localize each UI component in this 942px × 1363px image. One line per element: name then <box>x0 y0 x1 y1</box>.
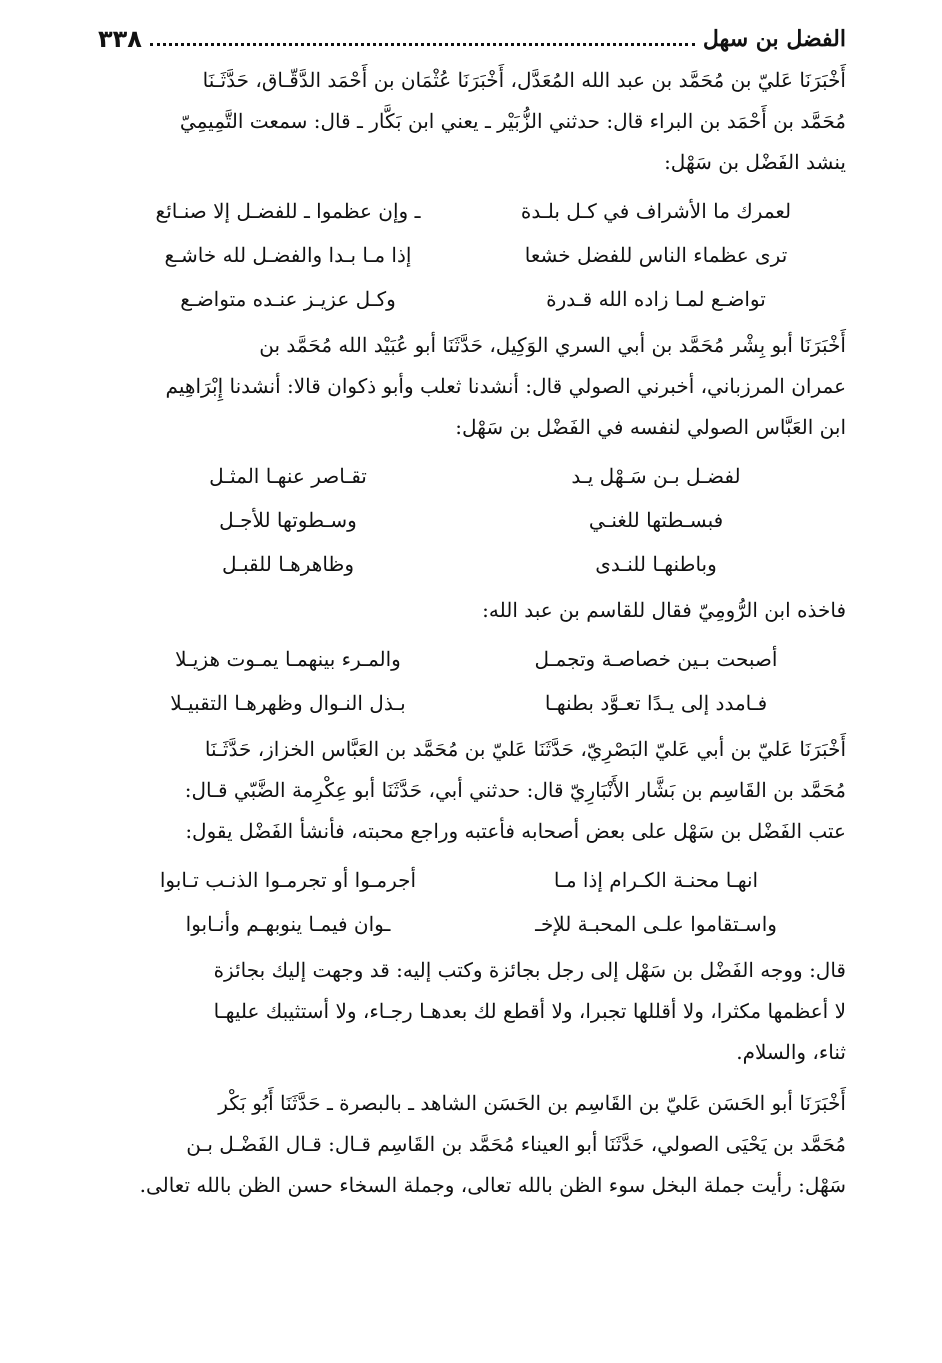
verse-line <box>98 498 846 542</box>
second-hemistich: ـ وإن عظموا ـ للفضـل إلا صنـائع <box>155 199 421 223</box>
text-line: عمران المرزباني، أخبرني الصولي قال: أنشدنا ثعلب وأبو ذكوان قالا: أنشدنا إِبْرَاهِيم <box>165 374 846 398</box>
second-hemistich: وسـطوتها للأجـل <box>219 508 357 532</box>
text-line: ثناء، والسلام. <box>736 1040 846 1064</box>
verse-line <box>98 233 846 277</box>
second-hemistich: إذا مـا بـدا والفضـل لله خاشـع <box>164 243 412 267</box>
first-hemistich: لعمرك ما الأشراف في كـل بلـدة <box>520 199 792 223</box>
first-hemistich: فبسـطتها للغنـي <box>588 508 724 532</box>
first-hemistich: واسـتقاموا علـى المحبـة للإخـ <box>535 912 777 936</box>
first-hemistich: فـامدد إلى يـدًا تعـوَّد بطنهـا <box>544 691 768 715</box>
text-line: مُحَمَّد بن يَحْيَى الصولي، حَدَّثَنَا أبو العيناء مُحَمَّد بن القَاسِم قـال: قـال الفَضْـل بـن <box>186 1132 846 1156</box>
second-hemistich: وكـل عزيـز عنـده متواضـع <box>180 287 396 311</box>
paragraph <box>98 60 846 183</box>
text-line: أَخْبَرَنَا عَليّ بن أبي عَليّ البَصْرِيّ، حَدَّثَنَا عَليّ بن مُحَمَّد بن العَبَّاس الخزاز، حَدَّثَـنَا <box>204 737 846 761</box>
text-line: فاخذه ابن الرُّومِيّ فقال للقاسم بن عبد الله: <box>482 598 846 622</box>
text-line: عتب الفَضْل بن سَهْل على بعض أصحابه فأعتبه وراجع محبته، فأنشأ الفَضْل يقول: <box>185 819 846 843</box>
second-hemistich: أجرمـوا أو تجرمـوا الذنـب تـابوا <box>159 868 417 892</box>
page-body <box>98 60 846 1206</box>
first-hemistich: ترى عظماء الناس للفضل خشعا <box>524 243 788 267</box>
second-hemistich: وظاهرهـا للقبـل <box>222 552 354 576</box>
paragraph <box>98 950 846 1073</box>
text-line: ينشد الفَضْل بن سَهْل: <box>664 150 846 174</box>
text-line: أَخْبَرَنَا أبو بِشْر مُحَمَّد بن أبي السري الوَكِيل، حَدَّثَنَا أبو عُبَيْد الله مُحَمَّد بن <box>259 333 846 357</box>
second-hemistich: والمـرء بينهمـا يمـوت هزيـلا <box>175 647 401 671</box>
dotted-leader <box>150 43 695 46</box>
text-line: أَخْبَرَنَا أبو الحَسَن عَليّ بن القَاسِم بن الحَسَن الشاهد ـ بالبصرة ـ حَدَّثَنَا أَبُو بَكْر <box>218 1091 846 1115</box>
verse-line <box>98 542 846 586</box>
verse-line <box>98 637 846 681</box>
paragraph <box>98 325 846 448</box>
page-header <box>98 22 846 56</box>
running-title: الفضل بن سهل <box>702 26 846 52</box>
poem <box>98 858 846 946</box>
paragraph <box>98 590 846 631</box>
verse-line <box>98 681 846 725</box>
second-hemistich: بـذل النـوال وظهرهـا التقبيـلا <box>170 691 406 715</box>
text-line: سَهْل: رأيت جملة البخل سوء الظن بالله تعالى، وجملة السخاء حسن الظن بالله تعالى. <box>139 1173 846 1197</box>
paragraph <box>98 1083 846 1206</box>
text-line: أَخْبَرَنَا عَليّ بن مُحَمَّد بن عبد الله المُعَدَّل، أَخْبَرَنَا عُثْمَان بن أَحْمَد الدَّقّـاق، حَدَّثَـنَا <box>202 68 846 92</box>
verse-line <box>98 189 846 233</box>
first-hemistich: أصبحت بـين خصاصـة وتجمـل <box>534 647 778 671</box>
first-hemistich: لفضـل بـن سَـهْل يـد <box>571 464 741 488</box>
paragraph <box>98 729 846 852</box>
first-hemistich: وباطنهـا للنـدى <box>595 552 717 576</box>
text-line: مُحَمَّد بن القَاسِم بن بَشَّار الأَنْبَارِيّ قال: حدثني أبي، حَدَّثَنَا أبو عِكْرِمة الضَّبّي قـال: <box>184 778 846 802</box>
text-line: مُحَمَّد بن أَحْمَد بن البراء قال: حدثني الزُّبَيْر ـ يعني ابن بَكَّار ـ قال: سمعت التَّمِيمِيّ <box>179 109 846 133</box>
first-hemistich: انهـا محنـة الكـرام إذا مـا <box>553 868 759 892</box>
verse-line <box>98 454 846 498</box>
second-hemistich: ـوان فيمـا ينوبهـم وأنـابوا <box>185 912 391 936</box>
poem <box>98 637 846 725</box>
verse-line <box>98 858 846 902</box>
text-line: لا أعظمها مكثرا، ولا أقللها تجبرا، ولا أقطع لك بعدهـا رجـاء، ولا أستثيبك عليهـا <box>213 999 846 1023</box>
poem <box>98 454 846 586</box>
second-hemistich: تقـاصر عنهـا المثـل <box>209 464 367 488</box>
first-hemistich: تواضـع لمـا زاده الله قـدرة <box>546 287 766 311</box>
page-number: ٣٣٨ <box>98 25 142 53</box>
verse-line <box>98 277 846 321</box>
text-line: قال: ووجه الفَضْل بن سَهْل إلى رجل بجائزة وكتب إليه: قد وجهت إليك بجائزة <box>213 958 846 982</box>
text-line: ابن العَبَّاس الصولي لنفسه في الفَضْل بن سَهْل: <box>455 415 846 439</box>
verse-line <box>98 902 846 946</box>
poem <box>98 189 846 321</box>
